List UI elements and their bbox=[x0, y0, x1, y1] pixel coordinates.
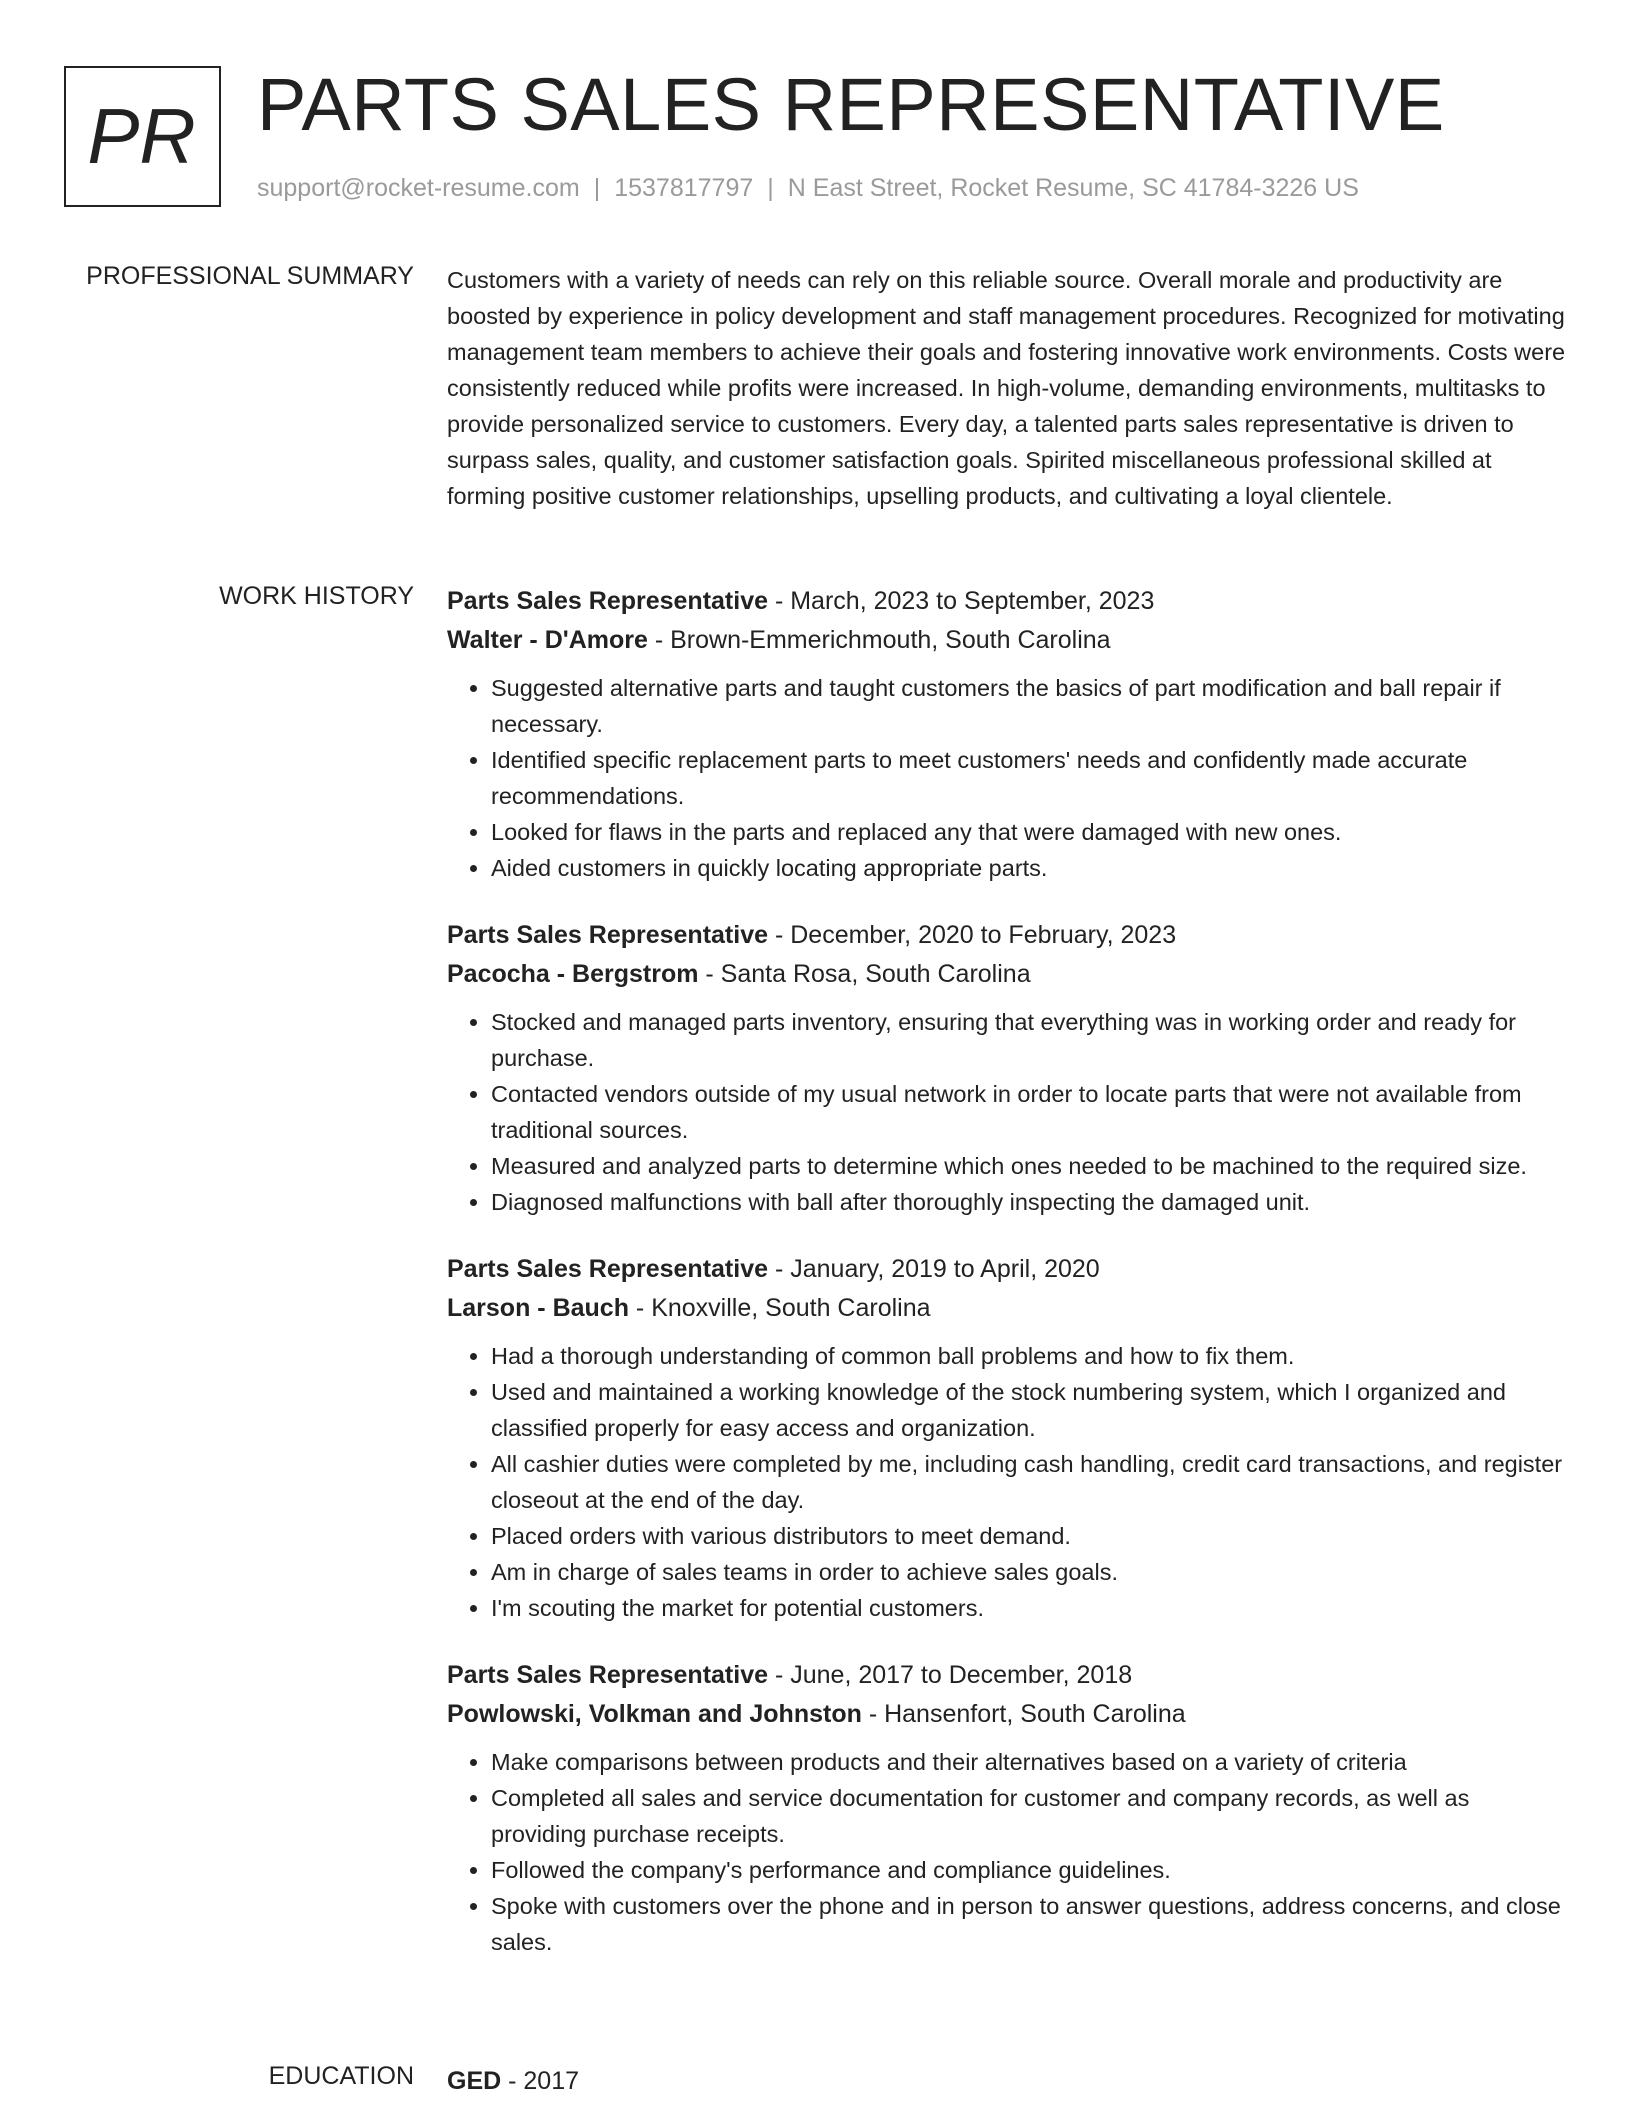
job-bullet: • Placed orders with various distributors to meet demand. bbox=[491, 1518, 1567, 1554]
contact-line bbox=[257, 174, 1359, 203]
job-bullet: • Spoke with customers over the phone and in person to answer questions, address concerns, and close sales. bbox=[491, 1888, 1567, 1960]
education-label: EDUCATION bbox=[268, 2062, 414, 2090]
summary-label: PROFESSIONAL SUMMARY bbox=[86, 262, 414, 290]
job-title: Parts Sales Representative bbox=[447, 587, 769, 615]
job-dates: - January, 2019 to April, 2020 bbox=[768, 1255, 1100, 1283]
job-bullets bbox=[447, 670, 1567, 886]
job-bullets bbox=[447, 1338, 1567, 1626]
monogram-logo: PR bbox=[64, 66, 221, 207]
contact-email: support@rocket-resume.com bbox=[257, 174, 580, 202]
education-body bbox=[447, 2062, 1567, 2101]
job-bullets bbox=[447, 1004, 1567, 1220]
job-company-line bbox=[447, 1695, 1567, 1734]
job-bullet: • Aided customers in quickly locating appropriate parts. bbox=[491, 850, 1567, 886]
education-year: - 2017 bbox=[501, 2067, 580, 2095]
resume-header bbox=[64, 64, 1564, 210]
job-title: Parts Sales Representative bbox=[447, 921, 769, 949]
contact-phone: 1537817797 bbox=[614, 174, 754, 202]
job-entry bbox=[447, 1656, 1567, 1960]
work-history-body bbox=[447, 582, 1567, 1990]
job-location: - Hansenfort, South Carolina bbox=[861, 1700, 1186, 1728]
job-bullet: • I'm scouting the market for potential customers. bbox=[491, 1590, 1567, 1626]
job-bullet: • Had a thorough understanding of common ball problems and how to fix them. bbox=[491, 1338, 1567, 1374]
job-bullet: • Identified specific replacement parts to meet customers' needs and confidently made accurate recommendations. bbox=[491, 742, 1567, 814]
job-title: Parts Sales Representative bbox=[447, 1661, 769, 1689]
job-bullet: • Measured and analyzed parts to determine which ones needed to be machined to the required size. bbox=[491, 1148, 1567, 1184]
job-location: - Knoxville, South Carolina bbox=[628, 1294, 931, 1322]
summary-text: Customers with a variety of needs can rely on this reliable source. Overall morale and productivity are boosted by experience in policy development and staff management procedures. Recognized for motivating management team members to achieve their goals and fostering innovative work environments. Costs were consistently reduced while profits were increased. In high-volume, demanding environments, multitasks to provide personalized service to customers. Every day, a talented parts sales representative is driven to surpass sales, quality, and customer satisfaction goals. Spirited miscellaneous professional skilled at forming positive customer relationships, upselling products, and cultivating a loyal clientele. bbox=[447, 267, 1566, 509]
job-bullet: • Looked for flaws in the parts and replaced any that were damaged with new ones. bbox=[491, 814, 1567, 850]
job-bullet: • Followed the company's performance and compliance guidelines. bbox=[491, 1852, 1567, 1888]
job-bullet: • Completed all sales and service documentation for customer and company records, as well as providing purchase receipts. bbox=[491, 1780, 1567, 1852]
job-bullet: • All cashier duties were completed by me, including cash handling, credit card transactions, and register closeout at the end of the day. bbox=[491, 1446, 1567, 1518]
candidate-title: PARTS SALES REPRESENTATIVE bbox=[257, 63, 1445, 146]
contact-address: N East Street, Rocket Resume, SC 41784-3226 US bbox=[787, 174, 1359, 202]
job-bullet: • Suggested alternative parts and taught customers the basics of part modification and ball repair if necessary. bbox=[491, 670, 1567, 742]
job-company-line bbox=[447, 621, 1567, 660]
job-bullet: • Used and maintained a working knowledge of the stock numbering system, which I organized and classified properly for easy access and organization. bbox=[491, 1374, 1567, 1446]
job-bullet: • Diagnosed malfunctions with ball after thoroughly inspecting the damaged unit. bbox=[491, 1184, 1567, 1220]
job-company-line bbox=[447, 1289, 1567, 1328]
job-dates: - March, 2023 to September, 2023 bbox=[768, 587, 1155, 615]
job-entry bbox=[447, 582, 1567, 886]
job-title: Parts Sales Representative bbox=[447, 1255, 769, 1283]
education-degree: GED bbox=[447, 2067, 502, 2095]
contact-separator: | bbox=[593, 174, 601, 202]
job-bullet: • Contacted vendors outside of my usual network in order to locate parts that were not available from traditional sources. bbox=[491, 1076, 1567, 1148]
job-dates: - December, 2020 to February, 2023 bbox=[768, 921, 1177, 949]
job-title-line bbox=[447, 916, 1567, 955]
job-title-line bbox=[447, 1656, 1567, 1695]
job-bullet: • Make comparisons between products and their alternatives based on a variety of criteria bbox=[491, 1744, 1567, 1780]
contact-separator: | bbox=[767, 174, 774, 202]
job-dates: - June, 2017 to December, 2018 bbox=[768, 1661, 1133, 1689]
summary-body bbox=[447, 262, 1567, 514]
job-company: Larson - Bauch bbox=[447, 1294, 629, 1322]
job-company-line bbox=[447, 955, 1567, 994]
job-company: Walter - D'Amore bbox=[447, 626, 648, 654]
education-line bbox=[447, 2062, 1567, 2101]
job-bullet: • Stocked and managed parts inventory, ensuring that everything was in working order and ready for purchase. bbox=[491, 1004, 1567, 1076]
work-history-label: WORK HISTORY bbox=[219, 582, 414, 610]
job-bullets bbox=[447, 1744, 1567, 1960]
job-title-line bbox=[447, 1250, 1567, 1289]
job-location: - Brown-Emmerichmouth, South Carolina bbox=[647, 626, 1111, 654]
job-entry bbox=[447, 1250, 1567, 1626]
job-bullet: • Am in charge of sales teams in order to achieve sales goals. bbox=[491, 1554, 1567, 1590]
job-location: - Santa Rosa, South Carolina bbox=[698, 960, 1031, 988]
job-company: Pacocha - Bergstrom bbox=[447, 960, 699, 988]
job-title-line bbox=[447, 582, 1567, 621]
job-company: Powlowski, Volkman and Johnston bbox=[447, 1700, 862, 1728]
job-entry bbox=[447, 916, 1567, 1220]
